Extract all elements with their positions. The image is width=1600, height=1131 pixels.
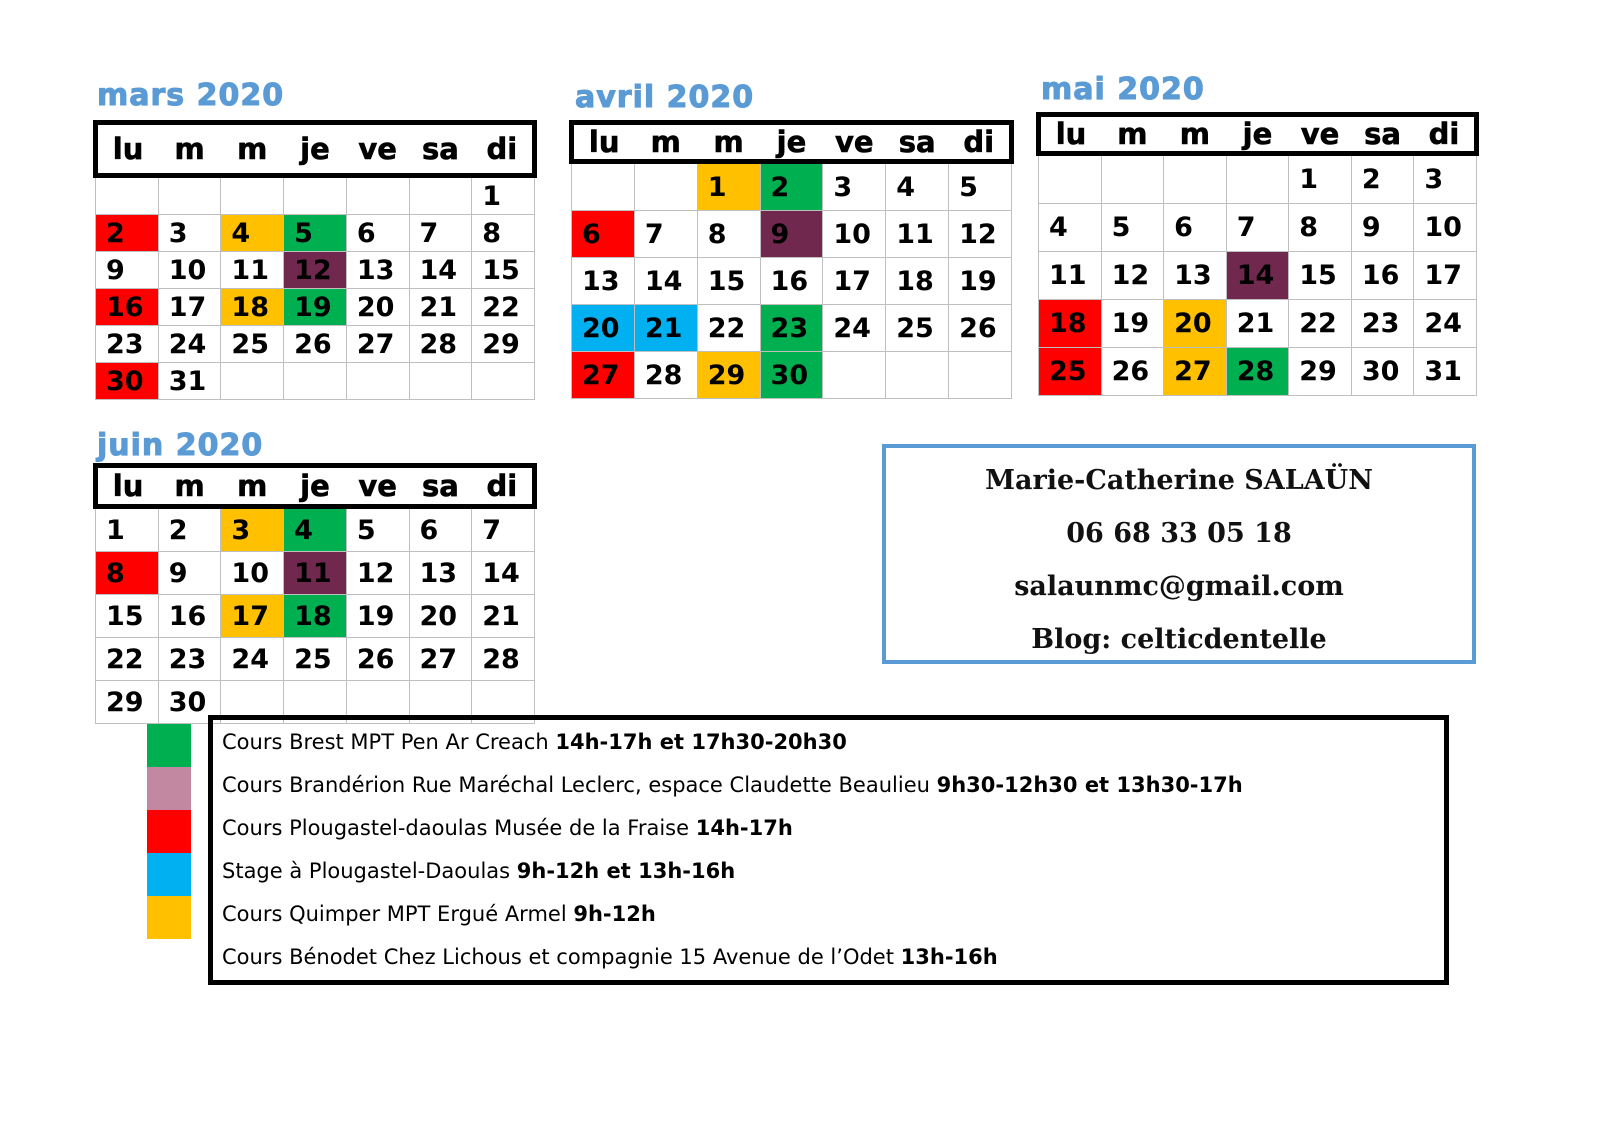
empty-cell (472, 363, 535, 400)
day-cell: 2 (1351, 154, 1414, 204)
weekday-2: m (1164, 115, 1227, 154)
day-cell: 25 (284, 638, 347, 681)
day-cell: 30 (760, 352, 823, 399)
empty-cell (284, 363, 347, 400)
legend-item-hours: 9h-12h et 13h-16h (516, 859, 736, 883)
day-cell: 10 (1414, 204, 1477, 252)
day-cell: 12 (1101, 252, 1164, 300)
weekday-0: lu (96, 123, 159, 176)
contact-email: salaunmc@gmail.com (1014, 571, 1344, 602)
day-cell: 10 (158, 252, 221, 289)
weekday-5: sa (886, 123, 949, 162)
legend-item-hours: 9h30-12h30 et 13h30-17h (936, 773, 1243, 797)
weekday-header-row (572, 123, 1012, 162)
day-cell: 17 (158, 289, 221, 326)
day-cell: 16 (96, 289, 159, 326)
weekday-5: sa (409, 466, 472, 507)
day-cell: 19 (284, 289, 347, 326)
week-row (96, 507, 535, 552)
day-cell: 17 (221, 595, 284, 638)
day-cell: 7 (1226, 204, 1289, 252)
legend-item (222, 773, 1243, 797)
day-cell: 7 (472, 507, 535, 552)
day-cell: 12 (346, 552, 409, 595)
day-cell: 8 (472, 215, 535, 252)
day-cell: 17 (823, 258, 886, 305)
weekday-6: di (1414, 115, 1477, 154)
day-cell: 30 (1351, 348, 1414, 396)
day-cell: 28 (1226, 348, 1289, 396)
day-cell: 29 (697, 352, 760, 399)
empty-cell (409, 363, 472, 400)
week-row (96, 552, 535, 595)
legend-swatch-orange (147, 896, 191, 939)
legend-item-text: Cours Plougastel-daoulas Musée de la Fraise (222, 816, 696, 840)
legend-item-text: Cours Bénodet Chez Lichous et compagnie 15 Avenue de l’Odet (222, 945, 901, 969)
day-cell: 16 (158, 595, 221, 638)
day-cell: 14 (1226, 252, 1289, 300)
day-cell: 26 (346, 638, 409, 681)
day-cell: 19 (949, 258, 1012, 305)
legend-box (208, 715, 1449, 985)
empty-cell (949, 352, 1012, 399)
day-cell: 2 (96, 215, 159, 252)
day-cell: 29 (472, 326, 535, 363)
week-row (572, 162, 1012, 211)
day-cell: 13 (346, 252, 409, 289)
weekday-5: sa (1351, 115, 1414, 154)
day-cell: 10 (221, 552, 284, 595)
legend-item (222, 945, 998, 969)
weekday-4: ve (346, 466, 409, 507)
day-cell: 28 (634, 352, 697, 399)
day-cell: 31 (1414, 348, 1477, 396)
weekday-1: m (158, 466, 221, 507)
day-cell: 22 (472, 289, 535, 326)
week-row (572, 352, 1012, 399)
day-cell: 27 (409, 638, 472, 681)
day-cell: 24 (158, 326, 221, 363)
day-cell: 2 (158, 507, 221, 552)
day-cell: 12 (949, 211, 1012, 258)
day-cell: 20 (346, 289, 409, 326)
day-cell: 11 (284, 552, 347, 595)
month-title-avril: avril 2020 (575, 80, 755, 115)
legend-swatch-red (147, 810, 191, 853)
day-cell: 25 (886, 305, 949, 352)
empty-cell (284, 176, 347, 215)
empty-cell (886, 352, 949, 399)
day-cell: 18 (284, 595, 347, 638)
weekday-header-row (1039, 115, 1477, 154)
day-cell: 24 (823, 305, 886, 352)
day-cell: 15 (697, 258, 760, 305)
legend-swatch-green (147, 724, 191, 767)
week-row (96, 215, 535, 252)
contact-phone: 06 68 33 05 18 (1066, 518, 1292, 549)
contact-name: Marie-Catherine SALAÜN (985, 465, 1373, 496)
day-cell: 8 (1289, 204, 1352, 252)
empty-cell (634, 162, 697, 211)
week-row (96, 595, 535, 638)
day-cell: 17 (1414, 252, 1477, 300)
day-cell: 14 (634, 258, 697, 305)
empty-cell (221, 363, 284, 400)
day-cell: 21 (1226, 300, 1289, 348)
weekday-3: je (1226, 115, 1289, 154)
day-cell: 9 (1351, 204, 1414, 252)
day-cell: 20 (409, 595, 472, 638)
day-cell: 16 (760, 258, 823, 305)
day-cell: 22 (96, 638, 159, 681)
contact-blog: Blog: celticdentelle (1031, 624, 1327, 655)
day-cell: 4 (886, 162, 949, 211)
day-cell: 28 (409, 326, 472, 363)
day-cell: 30 (96, 363, 159, 400)
day-cell: 6 (346, 215, 409, 252)
calendar-mai (1036, 112, 1479, 396)
month-title-mai: mai 2020 (1041, 72, 1205, 107)
day-cell: 23 (760, 305, 823, 352)
weekday-header-row (96, 123, 535, 176)
weekday-1: m (634, 123, 697, 162)
day-cell: 26 (284, 326, 347, 363)
day-cell: 15 (472, 252, 535, 289)
day-cell: 4 (1039, 204, 1102, 252)
weekday-3: je (284, 466, 347, 507)
empty-cell (346, 363, 409, 400)
day-cell: 20 (1164, 300, 1227, 348)
day-cell: 3 (823, 162, 886, 211)
weekday-2: m (221, 466, 284, 507)
legend-item (222, 859, 735, 883)
weekday-6: di (472, 123, 535, 176)
weekday-0: lu (96, 466, 159, 507)
day-cell: 13 (1164, 252, 1227, 300)
legend-item (222, 902, 656, 926)
day-cell: 8 (96, 552, 159, 595)
weekday-1: m (158, 123, 221, 176)
day-cell: 5 (949, 162, 1012, 211)
calendar-juin (93, 463, 537, 724)
week-row (96, 638, 535, 681)
day-cell: 3 (221, 507, 284, 552)
week-row (96, 252, 535, 289)
week-row (572, 305, 1012, 352)
day-cell: 3 (1414, 154, 1477, 204)
empty-cell (1226, 154, 1289, 204)
day-cell: 4 (284, 507, 347, 552)
day-cell: 21 (634, 305, 697, 352)
weekday-0: lu (1039, 115, 1102, 154)
week-row (572, 258, 1012, 305)
legend-item-text: Cours Quimper MPT Ergué Armel (222, 902, 574, 926)
legend-item-hours: 13h-16h (900, 945, 998, 969)
day-cell: 8 (697, 211, 760, 258)
day-cell: 1 (697, 162, 760, 211)
legend-item-text: Cours Brandérion Rue Maréchal Leclerc, espace Claudette Beaulieu (222, 773, 937, 797)
day-cell: 7 (409, 215, 472, 252)
month-title-mars: mars 2020 (97, 78, 285, 113)
day-cell: 12 (284, 252, 347, 289)
day-cell: 1 (1289, 154, 1352, 204)
week-row (1039, 348, 1477, 396)
day-cell: 29 (1289, 348, 1352, 396)
day-cell: 27 (1164, 348, 1227, 396)
day-cell: 23 (1351, 300, 1414, 348)
legend-item-text: Stage à Plougastel-Daoulas (222, 859, 517, 883)
week-row (96, 289, 535, 326)
day-cell: 11 (886, 211, 949, 258)
day-cell: 9 (158, 552, 221, 595)
weekday-5: sa (409, 123, 472, 176)
day-cell: 15 (1289, 252, 1352, 300)
legend-swatch-pink (147, 767, 191, 810)
legend-item-text: Cours Brest MPT Pen Ar Creach (222, 730, 556, 754)
day-cell: 1 (472, 176, 535, 215)
day-cell: 22 (1289, 300, 1352, 348)
day-cell: 5 (346, 507, 409, 552)
empty-cell (221, 176, 284, 215)
day-cell: 27 (572, 352, 635, 399)
day-cell: 18 (1039, 300, 1102, 348)
day-cell: 16 (1351, 252, 1414, 300)
empty-cell (572, 162, 635, 211)
month-title-juin: juin 2020 (97, 428, 264, 463)
empty-cell (1101, 154, 1164, 204)
weekday-3: je (284, 123, 347, 176)
day-cell: 20 (572, 305, 635, 352)
day-cell: 22 (697, 305, 760, 352)
day-cell: 14 (472, 552, 535, 595)
day-cell: 9 (760, 211, 823, 258)
day-cell: 6 (409, 507, 472, 552)
day-cell: 6 (1164, 204, 1227, 252)
weekday-4: ve (823, 123, 886, 162)
day-cell: 14 (409, 252, 472, 289)
empty-cell (823, 352, 886, 399)
day-cell: 26 (1101, 348, 1164, 396)
week-row (1039, 252, 1477, 300)
day-cell: 23 (158, 638, 221, 681)
day-cell: 25 (221, 326, 284, 363)
day-cell: 1 (96, 507, 159, 552)
legend-item-hours: 9h-12h (573, 902, 656, 926)
day-cell: 24 (221, 638, 284, 681)
day-cell: 9 (96, 252, 159, 289)
day-cell: 11 (221, 252, 284, 289)
week-row (1039, 204, 1477, 252)
empty-cell (1164, 154, 1227, 204)
day-cell: 11 (1039, 252, 1102, 300)
day-cell: 31 (158, 363, 221, 400)
empty-cell (1039, 154, 1102, 204)
week-row (96, 326, 535, 363)
day-cell: 5 (284, 215, 347, 252)
week-row (572, 211, 1012, 258)
day-cell: 7 (634, 211, 697, 258)
legend-item (222, 730, 847, 754)
day-cell: 4 (221, 215, 284, 252)
day-cell: 15 (96, 595, 159, 638)
weekday-2: m (221, 123, 284, 176)
day-cell: 21 (409, 289, 472, 326)
weekday-6: di (949, 123, 1012, 162)
legend-item-hours: 14h-17h (695, 816, 793, 840)
legend-swatch-blue (147, 853, 191, 896)
day-cell: 30 (158, 681, 221, 724)
empty-cell (346, 176, 409, 215)
weekday-4: ve (346, 123, 409, 176)
day-cell: 26 (949, 305, 1012, 352)
calendar-avril (569, 120, 1014, 399)
day-cell: 18 (886, 258, 949, 305)
day-cell: 28 (472, 638, 535, 681)
week-row (96, 176, 535, 215)
week-row (96, 363, 535, 400)
empty-cell (409, 176, 472, 215)
day-cell: 5 (1101, 204, 1164, 252)
day-cell: 23 (96, 326, 159, 363)
legend-item (222, 816, 793, 840)
weekday-4: ve (1289, 115, 1352, 154)
legend-item-hours: 14h-17h et 17h30-20h30 (555, 730, 847, 754)
week-row (1039, 300, 1477, 348)
day-cell: 19 (1101, 300, 1164, 348)
weekday-3: je (760, 123, 823, 162)
day-cell: 25 (1039, 348, 1102, 396)
day-cell: 6 (572, 211, 635, 258)
day-cell: 13 (572, 258, 635, 305)
day-cell: 29 (96, 681, 159, 724)
empty-cell (158, 176, 221, 215)
day-cell: 10 (823, 211, 886, 258)
weekday-6: di (472, 466, 535, 507)
day-cell: 27 (346, 326, 409, 363)
day-cell: 3 (158, 215, 221, 252)
day-cell: 2 (760, 162, 823, 211)
contact-box (882, 444, 1476, 664)
week-row (1039, 154, 1477, 204)
day-cell: 19 (346, 595, 409, 638)
day-cell: 21 (472, 595, 535, 638)
weekday-2: m (697, 123, 760, 162)
weekday-1: m (1101, 115, 1164, 154)
calendar-mars (93, 120, 537, 400)
weekday-0: lu (572, 123, 635, 162)
day-cell: 24 (1414, 300, 1477, 348)
empty-cell (96, 176, 159, 215)
legend-swatches (147, 724, 191, 939)
weekday-header-row (96, 466, 535, 507)
day-cell: 13 (409, 552, 472, 595)
day-cell: 18 (221, 289, 284, 326)
